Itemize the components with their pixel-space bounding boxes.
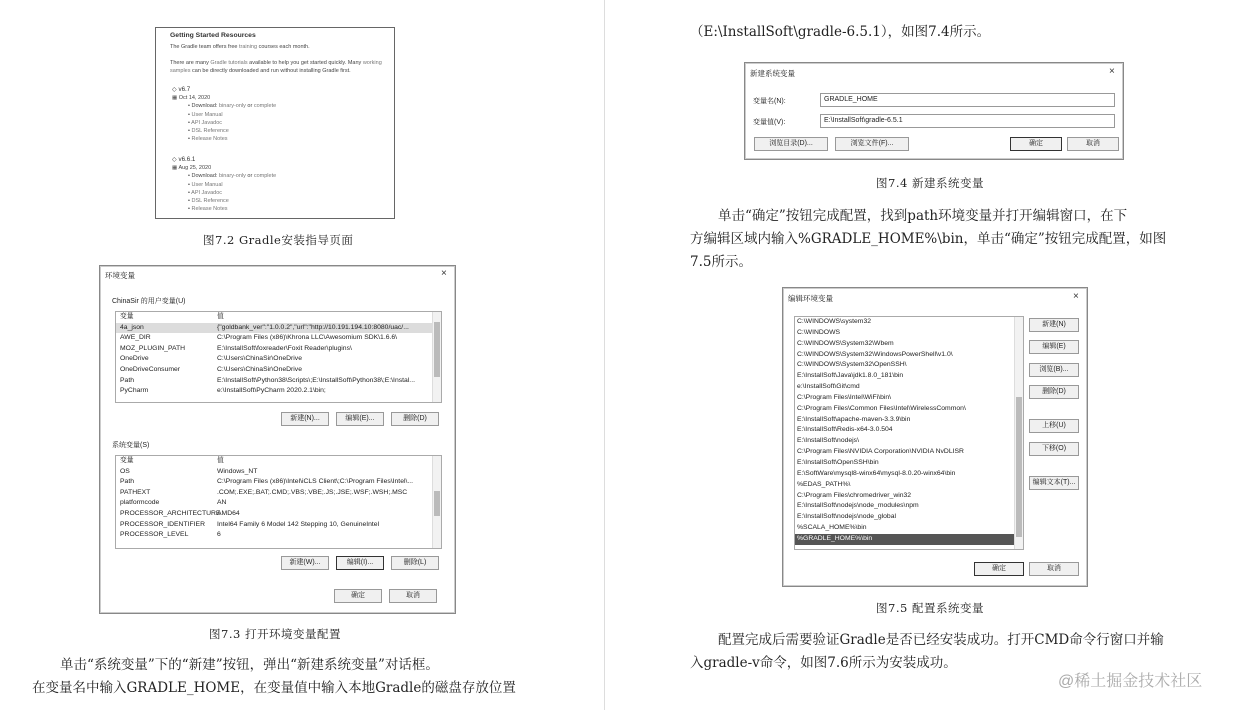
dsl-reference-link[interactable]: DSL Reference bbox=[191, 128, 229, 135]
path-browse-button[interactable]: 浏览(B)... bbox=[1029, 363, 1079, 377]
list-item-selected[interactable]: %GRADLE_HOME%\bin bbox=[795, 534, 1023, 545]
user-delete-button[interactable]: 删除(D) bbox=[391, 412, 439, 426]
scrollbar[interactable] bbox=[432, 456, 441, 548]
path-list[interactable] bbox=[794, 316, 1024, 550]
table-row[interactable]: PyCharm e:\InstallSoft\PyCharm 2020.2.1\bin; bbox=[120, 387, 326, 395]
cancel-button[interactable]: 取消 bbox=[1067, 137, 1119, 151]
list-item[interactable]: C:\Program Files\Intel\WiFi\bin\ bbox=[797, 393, 892, 401]
user-edit-button[interactable]: 编辑(E)... bbox=[336, 412, 384, 426]
dialog-title: 编辑环境变量 bbox=[788, 294, 833, 303]
list-item[interactable]: %SCALA_HOME%\bin bbox=[797, 524, 867, 532]
table-row[interactable]: OneDrive C:\Users\ChinaSir\OneDrive bbox=[120, 355, 302, 363]
list-item[interactable]: C:\Program Files\NVIDIA Corporation\NVIDIA NvDLISR bbox=[797, 448, 964, 456]
paragraph-line: （E:\InstallSoft\gradle-6.5.1），如图7.4所示。 bbox=[690, 24, 991, 40]
user-new-button[interactable]: 新建(N)... bbox=[281, 412, 329, 426]
list-item[interactable]: C:\WINDOWS\System32\OpenSSH\ bbox=[797, 361, 907, 369]
user-vars-table[interactable] bbox=[115, 311, 442, 403]
sys-vars-group-label: 系统变量(S) bbox=[112, 442, 150, 449]
table-row[interactable]: Path E:\InstallSoft\Python38\Scripts\;E:\InstallSoft\Python38\;E:\Instal... bbox=[120, 376, 415, 384]
calendar-icon: ▦ bbox=[172, 95, 178, 102]
var-name-input[interactable]: GRADLE_HOME bbox=[820, 93, 1115, 107]
edit-env-var-dialog bbox=[782, 287, 1088, 587]
complete-link[interactable]: complete bbox=[253, 103, 277, 110]
close-icon[interactable]: × bbox=[1073, 291, 1079, 302]
paragraph-line: 在变量名中输入GRADLE_HOME，在变量值中输入本地Gradle的磁盘存放位置 bbox=[32, 680, 516, 696]
close-icon[interactable]: × bbox=[1109, 66, 1115, 77]
list-item[interactable]: C:\Program Files\Common Files\Intel\WirelessCommon\ bbox=[797, 404, 966, 412]
caption-fig-7-4: 图7.4 新建系统变量 bbox=[876, 176, 984, 190]
calendar-icon: ▦ bbox=[172, 165, 178, 172]
paragraph-line: 入gradle-v命令，如图7.6所示为安装成功。 bbox=[690, 655, 957, 671]
list-item[interactable]: E:\InstallSoft\Redis-x64-3.0.504 bbox=[797, 426, 893, 434]
caption-fig-7-3: 图7.3 打开环境变量配置 bbox=[209, 627, 341, 641]
table-row[interactable]: MOZ_PLUGIN_PATH E:\InstallSoft\foxreader\Foxit Reader\plugins\ bbox=[120, 344, 352, 352]
var-value-label: 变量值(V): bbox=[753, 119, 786, 126]
var-name-label: 变量名(N): bbox=[753, 98, 786, 105]
dialog-title: 环境变量 bbox=[105, 271, 135, 280]
table-row[interactable]: platformcode AN bbox=[120, 499, 227, 507]
list-item[interactable]: E:\InstallSoft\OpenSSH\bin bbox=[797, 458, 879, 466]
list-item[interactable]: E:\InstallSoft\nodejs\node_global bbox=[797, 513, 897, 521]
release-notes-link[interactable]: Release Notes bbox=[191, 206, 228, 213]
caption-fig-7-2: 图7.2 Gradle安装指导页面 bbox=[203, 233, 354, 247]
user-vars-group-label: ChinaSir 的用户变量(U) bbox=[112, 298, 186, 305]
env-vars-dialog bbox=[99, 265, 456, 614]
page-divider bbox=[604, 0, 605, 710]
tag-icon: ◇ bbox=[172, 86, 177, 93]
sys-new-button[interactable]: 新建(W)... bbox=[281, 556, 329, 570]
binary-only-link[interactable]: binary-only bbox=[219, 173, 246, 180]
release-notes-link[interactable]: Release Notes bbox=[191, 136, 228, 143]
list-item[interactable]: e:\InstallSoft\Git\cmd bbox=[797, 383, 860, 391]
path-delete-button[interactable]: 删除(D) bbox=[1029, 385, 1079, 399]
watermark: @稀土掘金技术社区 bbox=[1058, 673, 1203, 690]
api-javadoc-link[interactable]: API Javadoc bbox=[191, 119, 223, 126]
table-row[interactable]: AWE_DIR C:\Program Files (x86)\Khrona LLC\Awesomium SDK\1.6.6\ bbox=[120, 334, 398, 342]
var-value-input[interactable]: E:\InstallSoft\gradle-6.5.1 bbox=[820, 114, 1115, 128]
cancel-button[interactable]: 取消 bbox=[389, 589, 437, 603]
gradle-intro-2: There are many Gradle tutorials available to help you get started quickly. Many working samples can be directly downloaded and run without installing Gradle first. bbox=[170, 60, 382, 75]
table-row[interactable]: OS Windows_NT bbox=[120, 467, 258, 475]
move-down-button[interactable]: 下移(O) bbox=[1029, 442, 1079, 456]
gradle-intro-1: The Gradle team offers free training courses each month. bbox=[170, 44, 310, 50]
dsl-reference-link[interactable]: DSL Reference bbox=[191, 198, 229, 205]
paragraph-line: 单击“系统变量”下的“新建”按钮，弹出“新建系统变量”对话框。 bbox=[60, 657, 439, 673]
user-manual-link[interactable]: User Manual bbox=[191, 111, 223, 118]
list-item[interactable]: E:\InstallSoft\nodejs\node_modules\npm bbox=[797, 502, 919, 510]
gradle-heading: Getting Started Resources bbox=[170, 32, 256, 39]
list-item[interactable]: C:\WINDOWS\system32 bbox=[797, 318, 872, 325]
path-new-button[interactable]: 新建(N) bbox=[1029, 318, 1079, 332]
scrollbar[interactable] bbox=[432, 312, 441, 402]
tag-icon: ◇ bbox=[172, 156, 177, 163]
list-item[interactable]: C:\WINDOWS bbox=[797, 328, 841, 336]
binary-only-link[interactable]: binary-only bbox=[219, 103, 246, 110]
list-item[interactable]: E:\SoftWare\mysql8-winx64\mysql-8.0.20-winx64\bin bbox=[797, 469, 956, 477]
list-item[interactable]: E:\InstallSoft\nodejs\ bbox=[797, 437, 859, 445]
close-icon[interactable]: × bbox=[441, 268, 447, 279]
table-header: 变量 值 bbox=[120, 313, 224, 320]
release-v661: ◇ v6.6.1 ▦ Aug 25, 2020 • Download: binary-only or complete • User Manual • API Javadoc • DSL Reference • Release Notes bbox=[172, 156, 277, 213]
scrollbar[interactable] bbox=[1014, 317, 1023, 549]
cancel-button[interactable]: 取消 bbox=[1029, 562, 1079, 576]
list-item[interactable]: C:\Program Files\chromedriver_win32 bbox=[797, 491, 912, 499]
dialog-title: 新建系统变量 bbox=[750, 69, 795, 78]
path-edit-button[interactable]: 编辑(E) bbox=[1029, 340, 1079, 354]
table-row[interactable]: Path C:\Program Files (x86)\Intel\iCLS Client\;C:\Program Files\Intel\... bbox=[120, 478, 414, 486]
list-item[interactable]: %EDAS_PATH%\ bbox=[797, 480, 851, 488]
paragraph-line: 单击“确定”按钮完成配置，找到path环境变量并打开编辑窗口，在下 bbox=[718, 208, 1128, 224]
complete-link[interactable]: complete bbox=[253, 173, 277, 180]
figure-gradle-releases bbox=[155, 27, 395, 219]
paragraph-line: 7.5所示。 bbox=[690, 254, 752, 270]
list-item[interactable]: E:\InstallSoft\apache-maven-3.3.9\bin bbox=[797, 415, 911, 423]
ok-button[interactable]: 确定 bbox=[334, 589, 382, 603]
table-row[interactable]: 4a_json {"goldbank_ver":"1.0.0.2","url":"http://10.191.194.10:8080/uac/... bbox=[116, 323, 441, 334]
table-row[interactable]: OneDriveConsumer C:\Users\ChinaSir\OneDrive bbox=[120, 365, 302, 373]
training-link[interactable]: training bbox=[239, 44, 258, 50]
sys-edit-button[interactable]: 编辑(I)... bbox=[336, 556, 384, 570]
move-up-button[interactable]: 上移(U) bbox=[1029, 419, 1079, 433]
browse-dir-button[interactable]: 浏览目录(D)... bbox=[754, 137, 828, 151]
release-v67: ◇ v6.7 ▦ Oct 14, 2020 • Download: binary-only or complete • User Manual • API Javadoc • DSL Reference • Release Notes bbox=[172, 86, 277, 143]
ok-button[interactable]: 确定 bbox=[1010, 137, 1062, 151]
edit-text-button[interactable]: 编辑文本(T)... bbox=[1029, 476, 1079, 490]
samples-link[interactable]: samples bbox=[170, 68, 191, 75]
list-item[interactable]: C:\WINDOWS\System32\WindowsPowerShell\v1.0\ bbox=[797, 350, 953, 358]
api-javadoc-link[interactable]: API Javadoc bbox=[191, 189, 223, 196]
caption-fig-7-5: 图7.5 配置系统变量 bbox=[876, 601, 984, 615]
table-row[interactable]: PROCESSOR_LEVEL 6 bbox=[120, 531, 221, 539]
browse-file-button[interactable]: 浏览文件(F)... bbox=[835, 137, 909, 151]
new-sys-var-dialog bbox=[744, 62, 1124, 160]
list-item[interactable]: E:\InstallSoft\Java\jdk1.8.0_181\bin bbox=[797, 372, 904, 380]
sys-vars-table[interactable] bbox=[115, 455, 442, 549]
table-row[interactable]: PROCESSOR_ARCHITECTURE AMD64 bbox=[120, 509, 240, 517]
paragraph-line: 配置完成后需要验证Gradle是否已经安装成功。打开CMD命令行窗口并输 bbox=[718, 632, 1164, 648]
working-link[interactable]: working bbox=[362, 60, 382, 66]
list-item[interactable]: C:\WINDOWS\System32\Wbem bbox=[797, 339, 894, 347]
paragraph-line: 方编辑区域内输入%GRADLE_HOME%\bin，单击“确定”按钮完成配置，如图 bbox=[690, 231, 1167, 247]
ok-button[interactable]: 确定 bbox=[974, 562, 1024, 576]
table-header: 变量 值 bbox=[120, 457, 224, 464]
table-row[interactable]: PROCESSOR_IDENTIFIER Intel64 Family 6 Model 142 Stepping 10, GenuineIntel bbox=[120, 520, 380, 528]
user-manual-link[interactable]: User Manual bbox=[191, 181, 223, 188]
table-row[interactable]: PATHEXT .COM;.EXE;.BAT;.CMD;.VBS;.VBE;.JS;.JSE;.WSF;.WSH;.MSC bbox=[120, 488, 408, 496]
sys-delete-button[interactable]: 删除(L) bbox=[391, 556, 439, 570]
tutorials-link[interactable]: Gradle tutorials bbox=[210, 60, 248, 66]
